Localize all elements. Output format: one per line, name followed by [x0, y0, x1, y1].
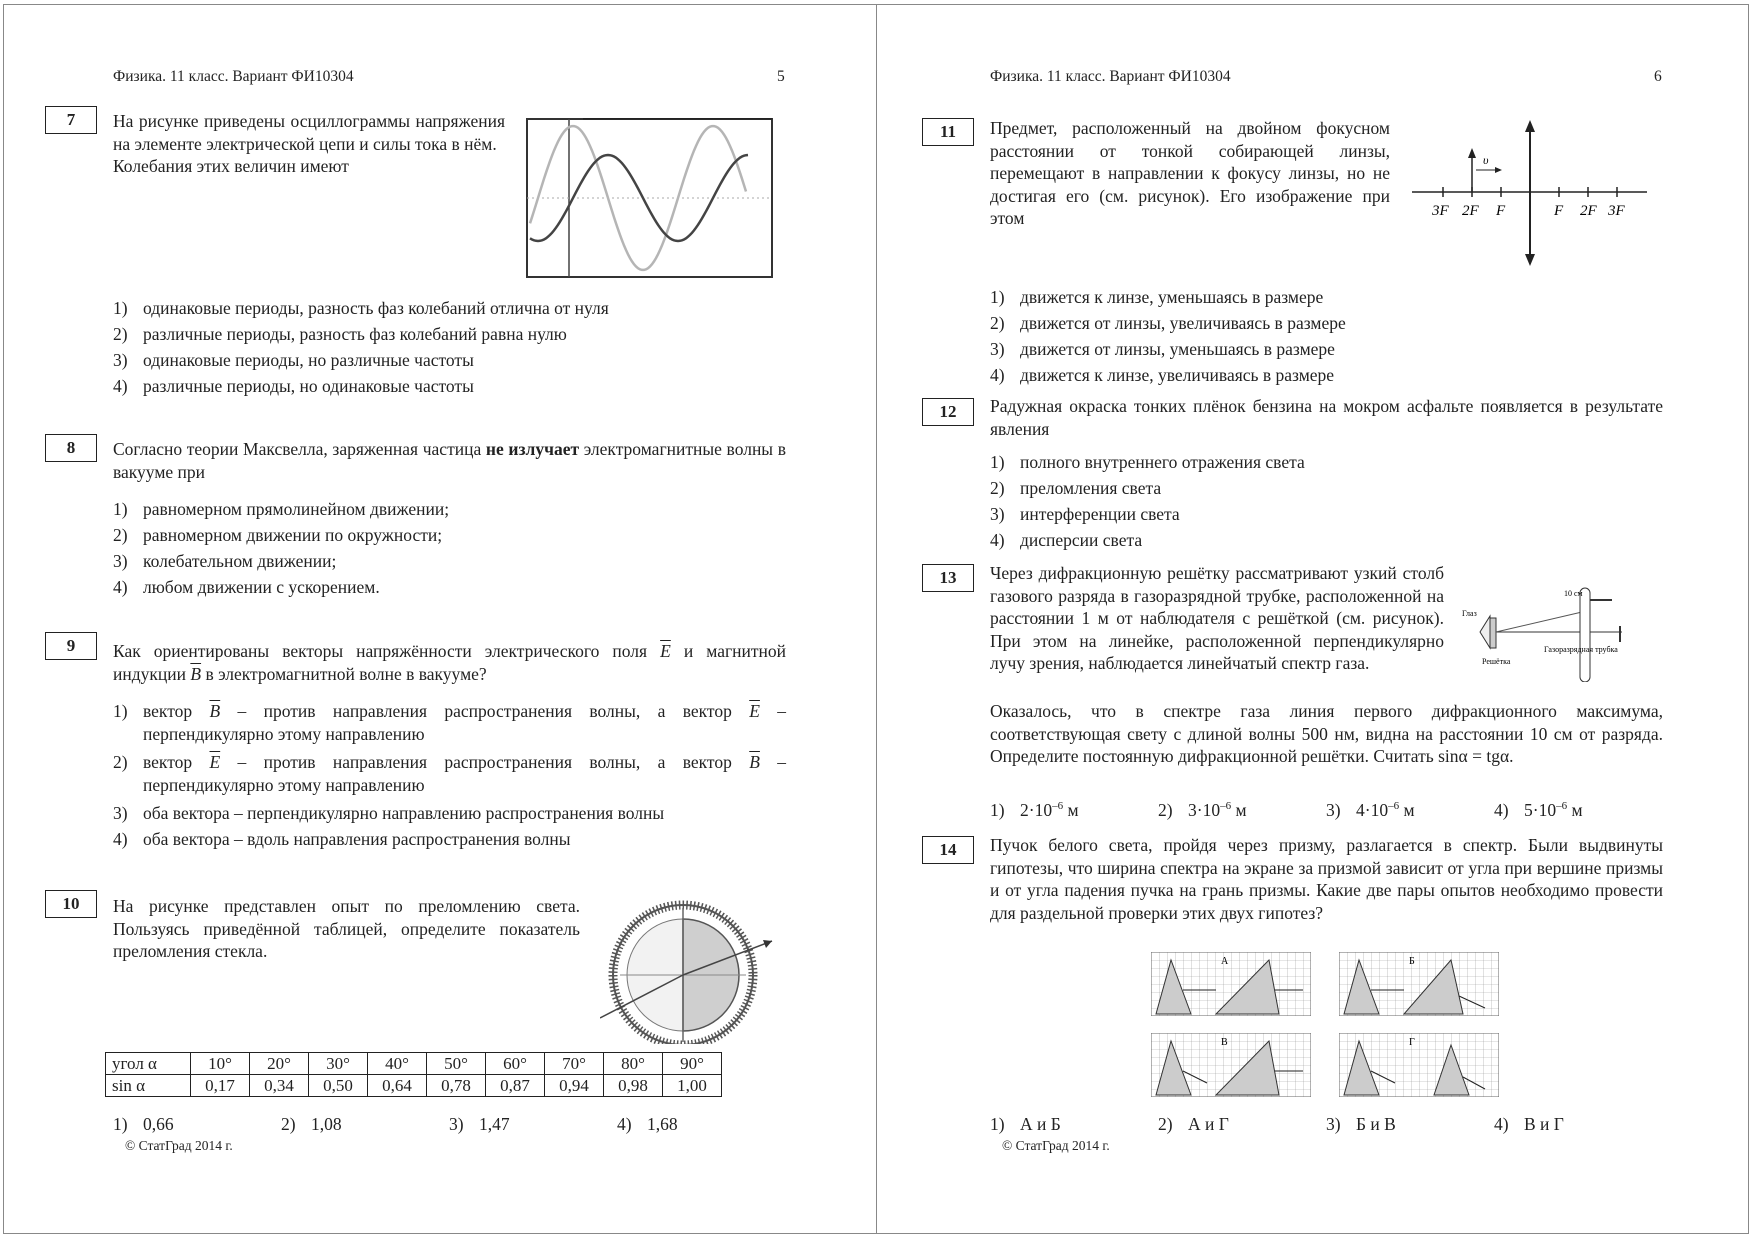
experiment-label: Г [1409, 1037, 1415, 1048]
table-cell: 10° [191, 1053, 250, 1075]
q7-option-2[interactable] [113, 321, 609, 347]
q11-lens-diagram [1412, 118, 1647, 268]
q11-option-3[interactable] [990, 336, 1346, 362]
q7-text-main: На рисунке приведены осциллограммы напряжения на элементе электрической цепи и силы тока в нём. [113, 111, 505, 154]
q10-option-2[interactable] [281, 1114, 449, 1135]
table-cell: 0,50 [309, 1075, 368, 1097]
q10-option-3[interactable] [449, 1114, 617, 1135]
q8-text-a: Согласно теории Максвелла, заряженная частица [113, 439, 486, 459]
label-grating: Решётка [1482, 657, 1511, 666]
question-number-13: 13 [922, 564, 974, 592]
option-number: 3) [990, 339, 1005, 359]
prism-experiment-v [1151, 1033, 1311, 1097]
option-text: 1,08 [311, 1114, 342, 1134]
table-row-label: sin α [106, 1075, 191, 1097]
table-cell: 80° [604, 1053, 663, 1075]
focus-label: F [1554, 203, 1564, 219]
table-cell: 0,17 [191, 1075, 250, 1097]
q7-text [113, 110, 505, 178]
option-number: 2) [113, 525, 128, 545]
option-unit: м [1067, 800, 1079, 820]
option-text [143, 751, 786, 797]
table-cell: 40° [368, 1053, 427, 1075]
q7-option-1[interactable] [113, 295, 609, 321]
lens-top-arrow [1525, 120, 1535, 132]
focus-label: 3F [1432, 203, 1449, 219]
label-eye: Глаз [1462, 609, 1477, 618]
option-text: движется к линзе, увеличиваясь в размере [1020, 365, 1335, 385]
option-number: 2) [990, 313, 1005, 333]
option-number: 1) [113, 499, 128, 519]
q8-text [113, 438, 786, 483]
option-mantissa: 2·10 [1020, 800, 1053, 820]
focus-label: F [1496, 203, 1506, 219]
q12-text: Радужная окраска тонких плёнок бензина на мокром асфальте появляется в результате явления [990, 396, 1663, 439]
option-number: 3) [113, 350, 128, 370]
vector-b: $\overline{B}$ [749, 752, 760, 772]
lens-bottom-arrow [1525, 254, 1535, 266]
option-number: 2) [113, 324, 128, 344]
table-cell: 20° [250, 1053, 309, 1075]
focus-label: 3F [1608, 203, 1625, 219]
q7-options [113, 295, 609, 399]
table-cell: 1,00 [663, 1075, 722, 1097]
question-number-8: 8 [45, 434, 97, 462]
vector-b: $\overline{B}$ [190, 663, 202, 684]
table-cell: 0,34 [250, 1075, 309, 1097]
q7-option-4[interactable] [113, 373, 609, 399]
option-text-c: – перпендикулярно этому направлению [143, 752, 787, 795]
option-text: интерференции света [1020, 504, 1180, 524]
option-text: оба вектора – вдоль направления распространения волны [143, 829, 571, 849]
table-cell: 90° [663, 1053, 722, 1075]
vector-e: $\overline{E}$ [209, 752, 221, 772]
table-cell: 50° [427, 1053, 486, 1075]
prism-experiment-b [1339, 952, 1499, 1016]
option-text-b: – против направления распространения волны, а вектор [237, 701, 732, 721]
q10-text: На рисунке представлен опыт по преломлению света. Пользуясь приведённой таблицей, определите показатель преломления стекла. [113, 896, 580, 961]
q14-option-4[interactable] [1494, 1114, 1614, 1135]
experiment-label: Б [1409, 956, 1415, 967]
q14-option-2[interactable] [1158, 1114, 1326, 1135]
focus-label: 2F [1462, 203, 1479, 219]
copyright: © СтатГрад 2014 г. [1002, 1138, 1110, 1153]
q14-text: Пучок белого света, пройдя через призму, разлагается в спектр. Были выдвинуты гипотезы, что ширина спектра на экране за призмой зависит от угла при вершине призмы и от угла падения пучка на грань призмы. Какие две пары опытов необходимо провести для раздельной проверки этих двух гипотез? [990, 835, 1663, 923]
option-number: 3) [113, 551, 128, 571]
q12-option-2[interactable] [990, 475, 1305, 501]
prism-experiment-g [1339, 1033, 1499, 1097]
option-number: 4) [113, 376, 128, 396]
option-text: различные периоды, разность фаз колебаний равна нулю [143, 324, 567, 344]
q9-option-3[interactable] [113, 800, 786, 826]
option-unit: м [1235, 800, 1247, 820]
table-row-angles [106, 1053, 722, 1075]
vector-e: $\overline{E}$ [749, 701, 760, 721]
q8-option-3[interactable] [113, 548, 449, 574]
q11-option-2[interactable] [990, 310, 1346, 336]
option-text-b: – против направления распространения волны, а вектор [237, 752, 732, 772]
vector-e: $\overline{E}$ [660, 641, 671, 661]
eye-shape [1480, 616, 1490, 648]
option-number: 3) [990, 504, 1005, 524]
q9-option-1[interactable] [113, 700, 786, 746]
table-cell: 0,78 [427, 1075, 486, 1097]
table-cell: 0,94 [545, 1075, 604, 1097]
q12-option-3[interactable] [990, 501, 1305, 527]
q13-text-1: Через дифракционную решётку рассматривают узкий столб газового разряда в газоразрядной трубке, расположенной на расстоянии 1 м от наблюдателя с решёткой (см. рисунок). При этом на линейке, расположенной перпендикулярно лучу зрения, наблюдается линейчатый спектр газа. [990, 563, 1444, 673]
q14-options [990, 1114, 1614, 1135]
option-text: преломления света [1020, 478, 1162, 498]
option-text: оба вектора – перпендикулярно направлению распространения волны [143, 803, 665, 823]
option-number: 4) [113, 829, 128, 849]
q10-options [113, 1114, 737, 1135]
page-header: Физика. 11 класс. Вариант ФИ10304 [113, 68, 354, 85]
option-unit: м [1571, 800, 1583, 820]
question-number-11: 11 [922, 118, 974, 146]
option-mantissa: 4·10 [1356, 800, 1389, 820]
q11-options [990, 284, 1346, 388]
question-number-9: 9 [45, 632, 97, 660]
q7-option-3[interactable] [113, 347, 609, 373]
q12-option-4[interactable] [990, 527, 1305, 553]
page-header: Физика. 11 класс. Вариант ФИ10304 [990, 68, 1231, 85]
question-number-12: 12 [922, 398, 974, 426]
q14-option-1[interactable] [990, 1114, 1158, 1135]
q9-text-a: Как ориентированы векторы напряжённости электрического поля [113, 641, 648, 661]
page-number: 5 [777, 68, 785, 85]
option-text-a: вектор [143, 701, 193, 721]
vector-b: $\overline{B}$ [209, 701, 221, 721]
velocity-label: υ [1483, 153, 1489, 167]
option-number: 3) [1326, 1114, 1341, 1134]
option-number: 4) [113, 577, 128, 597]
q9-option-2[interactable] [113, 751, 786, 797]
focus-label: 2F [1580, 203, 1597, 219]
prism-experiment-a [1151, 952, 1311, 1016]
option-text: одинаковые периоды, но различные частоты [143, 350, 474, 370]
option-number: 2) [990, 478, 1005, 498]
q14-option-3[interactable] [1326, 1114, 1494, 1135]
q11-option-4[interactable] [990, 362, 1346, 388]
q13-option-1[interactable] [990, 800, 1158, 821]
option-text: колебательном движении; [143, 551, 337, 571]
q8-text-bold: не излучает [485, 439, 580, 459]
option-number: 1) [113, 701, 128, 721]
label-tube: Газоразрядная трубка [1544, 645, 1618, 654]
q13-option-2[interactable] [1158, 800, 1326, 821]
q8-option-2[interactable] [113, 522, 449, 548]
q13-option-4[interactable] [1494, 800, 1624, 821]
table-cell: 60° [486, 1053, 545, 1075]
option-text-c: – перпендикулярно этому направлению [143, 701, 787, 744]
option-text: В и Г [1524, 1114, 1564, 1134]
table-cell: 30° [309, 1053, 368, 1075]
option-number: 4) [990, 365, 1005, 385]
diffracted-ray [1496, 612, 1582, 632]
q8-option-1[interactable] [113, 496, 449, 522]
option-text: Б и В [1356, 1114, 1396, 1134]
q12-option-1[interactable] [990, 449, 1305, 475]
table-cell: 0,64 [368, 1075, 427, 1097]
option-number: 2) [1158, 1114, 1173, 1134]
discharge-tube [1580, 588, 1590, 682]
q9-options [113, 700, 786, 852]
q10-option-4[interactable] [617, 1114, 737, 1135]
q7-text-2: Колебания этих величин имеют [113, 156, 349, 176]
option-text: равномерном движении по окружности; [143, 525, 443, 545]
option-text: 0,66 [143, 1114, 174, 1134]
option-text: 1,68 [647, 1114, 678, 1134]
experiment-label: А [1221, 956, 1229, 967]
option-number: 1) [990, 287, 1005, 307]
question-number-7: 7 [45, 106, 97, 134]
option-number: 4) [1494, 800, 1509, 820]
q7-oscillogram [526, 118, 774, 278]
option-number: 1) [113, 1114, 128, 1134]
table-row-label: угол α [106, 1053, 191, 1075]
q13-option-3[interactable] [1326, 800, 1494, 821]
option-number: 1) [990, 452, 1005, 472]
q9-text-b: и магнитной индукции [113, 641, 787, 684]
option-number: 4) [1494, 1114, 1509, 1134]
option-text: А и Б [1020, 1114, 1061, 1134]
q9-option-4[interactable] [113, 826, 786, 852]
option-text-a: вектор [143, 752, 193, 772]
option-text: движется от линзы, уменьшаясь в размере [1020, 339, 1335, 359]
option-number: 3) [1326, 800, 1341, 820]
q12-options [990, 449, 1305, 553]
q11-text: Предмет, расположенный на двойном фокусном расстоянии от тонкой собирающей линзы, перемещают в направлении к фокусу линзы, но не достигая его (см. рисунок). Его изображение при этом [990, 118, 1390, 228]
q8-text-b: электромагнитные волны в вакууме при [113, 439, 786, 482]
q11-option-1[interactable] [990, 284, 1346, 310]
option-number: 3) [113, 803, 128, 823]
option-text: 1,47 [479, 1114, 510, 1134]
q10-option-1[interactable] [113, 1114, 281, 1135]
right-page [877, 0, 1754, 1239]
option-unit: м [1403, 800, 1415, 820]
page-number: 6 [1654, 68, 1662, 85]
option-text: одинаковые периоды, разность фаз колебаний отлична от нуля [143, 298, 609, 318]
velocity-arrow-head [1495, 167, 1502, 173]
copyright: © СтатГрад 2014 г. [125, 1138, 233, 1153]
q9-text [113, 640, 786, 685]
q13-text-2: Оказалось, что в спектре газа линия первого дифракционного максимума, соответствующая свету с длиной волны 500 нм, видна на расстоянии 10 см от разряда. Определите постоянную дифракционной решётки. Считать sinα = tgα. [990, 701, 1663, 766]
option-number: 2) [113, 752, 128, 772]
q8-option-4[interactable] [113, 574, 449, 600]
option-text: дисперсии света [1020, 530, 1143, 550]
object-arrow-head [1468, 148, 1476, 158]
question-number-10: 10 [45, 890, 97, 918]
table-row-sines [106, 1075, 722, 1097]
option-number: 2) [1158, 800, 1173, 820]
option-text [143, 700, 786, 746]
grating-shape [1490, 618, 1496, 648]
option-number: 1) [990, 800, 1005, 820]
option-number: 2) [281, 1114, 296, 1134]
option-number: 3) [449, 1114, 464, 1134]
option-text: движется к линзе, уменьшаясь в размере [1020, 287, 1324, 307]
experiment-label: В [1221, 1037, 1228, 1048]
q10-sine-table [105, 1052, 722, 1097]
option-number: 1) [990, 1114, 1005, 1134]
q9-text-c: в электромагнитной волне в вакууме? [205, 663, 487, 684]
question-number-14: 14 [922, 836, 974, 864]
option-exponent: –6 [1388, 800, 1400, 813]
option-text: равномерном прямолинейном движении; [143, 499, 450, 519]
option-exponent: –6 [1556, 800, 1568, 813]
q13-diffraction-setup [1462, 582, 1640, 682]
option-text: полного внутреннего отражения света [1020, 452, 1305, 472]
option-mantissa: 5·10 [1524, 800, 1557, 820]
option-exponent: –6 [1052, 800, 1064, 813]
q13-options [990, 800, 1624, 821]
option-number: 4) [617, 1114, 632, 1134]
option-text: А и Г [1188, 1114, 1229, 1134]
option-text: любом движении с ускорением. [143, 577, 380, 597]
table-cell: 0,87 [486, 1075, 545, 1097]
table-cell: 70° [545, 1053, 604, 1075]
q8-options [113, 496, 449, 600]
option-exponent: –6 [1220, 800, 1232, 813]
table-cell: 0,98 [604, 1075, 663, 1097]
option-number: 1) [113, 298, 128, 318]
label-ruler: 10 см [1564, 589, 1583, 598]
q10-refraction-disc [600, 898, 780, 1044]
option-text: различные периоды, но одинаковые частоты [143, 376, 474, 396]
option-number: 4) [990, 530, 1005, 550]
option-text: движется от линзы, увеличиваясь в размере [1020, 313, 1346, 333]
option-mantissa: 3·10 [1188, 800, 1221, 820]
